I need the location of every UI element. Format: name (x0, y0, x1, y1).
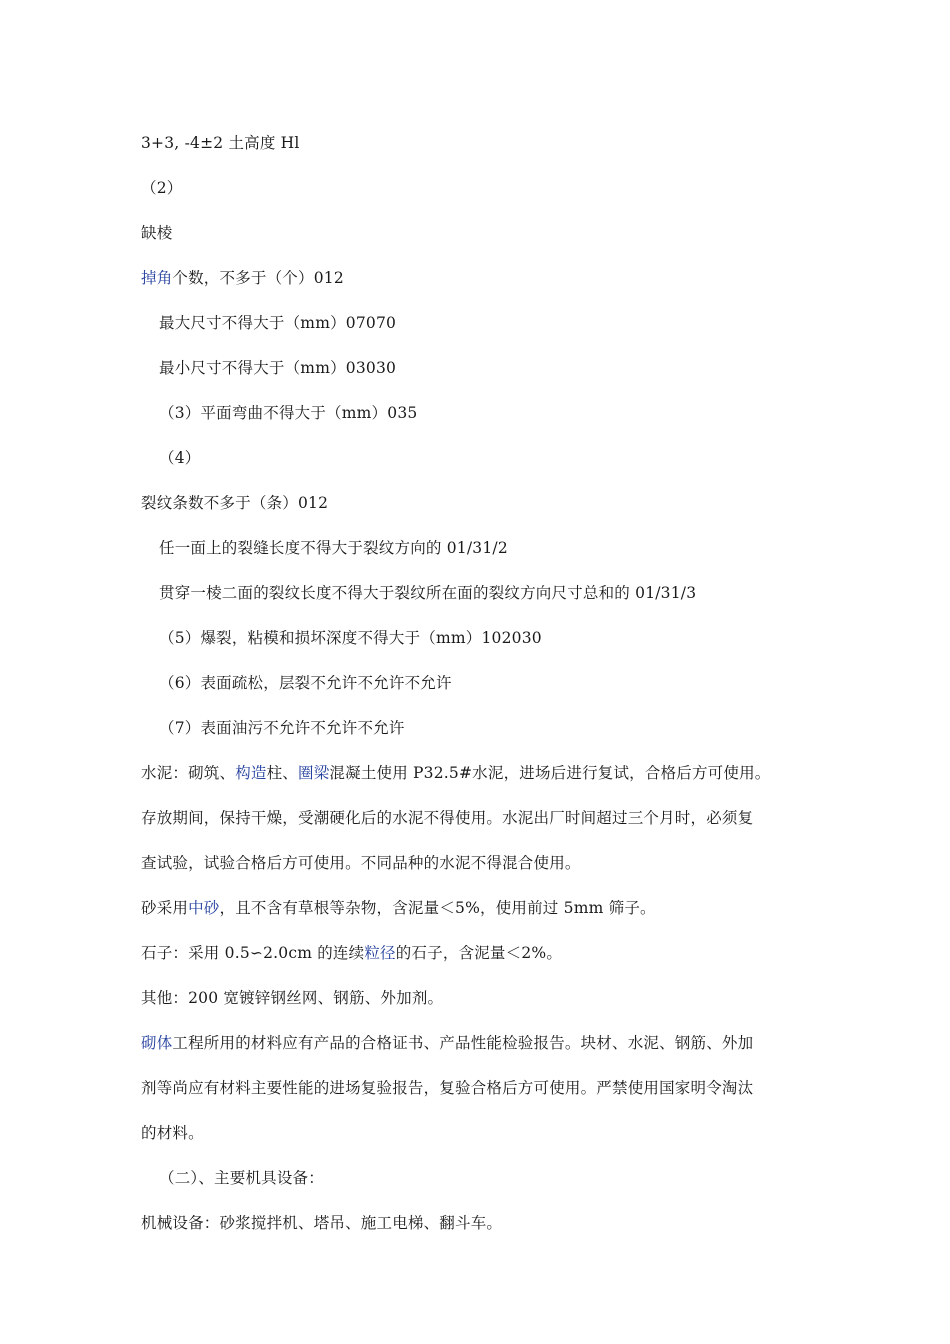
text-line (159, 718, 839, 738)
text-line (159, 403, 839, 423)
line-text: （二）、主要机具设备： (159, 1169, 324, 1187)
text-line (159, 673, 839, 693)
line-text: （7）表面油污不允许不允许不允许 (159, 719, 405, 737)
glossary-link[interactable]: 中砂 (188, 899, 220, 917)
text-line (141, 133, 821, 153)
line-text: 裂纹条数不多于（条）012 (141, 494, 329, 512)
line-text: 3+3, -4±2 土高度 Hl (141, 134, 300, 152)
glossary-link[interactable]: 掉角 (141, 269, 173, 287)
line-text: （5）爆裂，粘模和损坏深度不得大于（mm）102030 (159, 629, 542, 647)
line-text: 石子：采用 0.5∽2.0cm 的连续 (141, 944, 365, 962)
text-line (141, 898, 821, 918)
section-heading (159, 1168, 839, 1188)
line-text: 工程所用的材料应有产品的合格证书、产品性能检验报告。块材、水泥、钢筋、外加 (172, 1034, 754, 1052)
glossary-link[interactable]: 圈梁 (298, 764, 330, 782)
text-line (159, 313, 839, 333)
glossary-link[interactable]: 砌体 (141, 1034, 173, 1052)
line-text: 的石子，含泥量＜2%。 (395, 944, 563, 962)
glossary-link[interactable]: 构造 (235, 764, 267, 782)
line-text: 查试验，试验合格后方可使用。不同品种的水泥不得混合使用。 (141, 854, 581, 872)
line-text: 存放期间，保持干燥，受潮硬化后的水泥不得使用。水泥出厂时间超过三个月时，必须复 (141, 809, 754, 827)
line-text: 砂采用 (141, 899, 189, 917)
text-line (141, 1123, 821, 1143)
section-number (141, 178, 821, 198)
line-text: 其他：200 宽镀锌钢丝网、钢筋、外加剂。 (141, 989, 444, 1007)
line-text: 贯穿一棱二面的裂纹长度不得大于裂纹所在面的裂纹方向尺寸总和的 01/31/3 (159, 584, 697, 602)
text-line (141, 988, 821, 1008)
text-line (141, 268, 821, 288)
text-line (141, 493, 821, 513)
section-number (159, 448, 839, 468)
text-line (141, 763, 821, 783)
line-text: 机械设备：砂浆搅拌机、塔吊、施工电梯、翻斗车。 (141, 1214, 503, 1232)
text-line (141, 223, 821, 243)
text-line (159, 628, 839, 648)
text-line (159, 538, 839, 558)
line-text: ，且不含有草根等杂物，含泥量＜5%，使用前过 5mm 筛子。 (219, 899, 656, 917)
text-line (159, 583, 839, 603)
line-text: （4） (159, 449, 201, 467)
line-text: 个数，不多于（个）012 (172, 269, 344, 287)
line-text: 任一面上的裂缝长度不得大于裂纹方向的 01/31/2 (159, 539, 508, 557)
line-text: （6）表面疏松，层裂不允许不允许不允许 (159, 674, 452, 692)
text-line (141, 808, 821, 828)
line-text: 混凝土使用 P32.5#水泥，进场后进行复试，合格后方可使用。 (329, 764, 771, 782)
line-text: 剂等尚应有材料主要性能的进场复验报告，复验合格后方可使用。严禁使用国家明令淘汰 (141, 1079, 754, 1097)
glossary-link[interactable]: 粒径 (364, 944, 396, 962)
text-line (141, 1213, 821, 1233)
line-text: 水泥：砌筑、 (141, 764, 236, 782)
text-line (141, 853, 821, 873)
text-line (141, 1033, 821, 1053)
text-line (159, 358, 839, 378)
line-text: 的材料。 (141, 1124, 204, 1142)
line-text: 缺棱 (141, 224, 173, 242)
text-line (141, 1078, 821, 1098)
line-text: 柱、 (266, 764, 299, 782)
line-text: 最大尺寸不得大于（mm）07070 (159, 314, 397, 332)
line-text: 最小尺寸不得大于（mm）03030 (159, 359, 397, 377)
line-text: （3）平面弯曲不得大于（mm）035 (159, 404, 418, 422)
text-line (141, 943, 821, 963)
line-text: （2） (141, 179, 183, 197)
